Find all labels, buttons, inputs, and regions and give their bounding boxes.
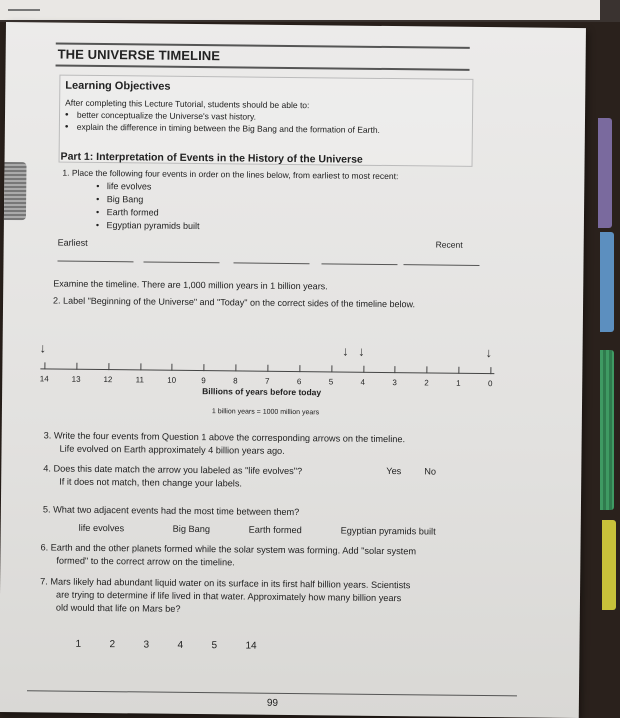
- timeline-tick: [395, 366, 396, 373]
- question-6: 6. Earth and the other planets formed while the solar system was forming. Add "solar system formed" to the correct arrow on the timeline.: [40, 542, 417, 568]
- answer-blank-3[interactable]: [233, 262, 309, 264]
- timeline-axis-title: Billions of years before today: [202, 386, 322, 398]
- timeline-tick-label: 11: [135, 375, 145, 385]
- learning-objectives-intro: After completing this Lecture Tutorial, students should be able to:: [65, 97, 310, 111]
- answer-blank-2[interactable]: [143, 261, 219, 263]
- timeline-tick-label: 2: [424, 378, 429, 388]
- timeline-tick-label: 9: [201, 376, 206, 386]
- bullet-icon: •: [64, 121, 77, 133]
- choice-life-evolves[interactable]: life evolves: [78, 522, 125, 534]
- timeline-tick-label: 10: [167, 375, 177, 385]
- timeline-arrow-icon: ↓: [358, 343, 365, 359]
- top-sheet-edge: [0, 0, 600, 20]
- event-item: • life evolves: [96, 180, 152, 192]
- mars-choice[interactable]: 1: [75, 638, 82, 650]
- recent-label: Recent: [435, 239, 463, 250]
- mars-choice[interactable]: 14: [245, 640, 257, 652]
- worksheet-page: [0, 22, 586, 718]
- binder-tab-green: [600, 350, 614, 510]
- timeline-conversion-note: 1 billion years = 1000 million years: [211, 408, 320, 417]
- timeline-tick: [427, 366, 428, 373]
- mars-choice[interactable]: 3: [143, 639, 150, 651]
- timeline-tick: [235, 364, 236, 371]
- timeline-tick: [172, 364, 173, 371]
- choice-big-bang[interactable]: Big Bang: [172, 523, 211, 535]
- timeline-arrow-icon: ↓: [39, 340, 47, 356]
- mars-choice[interactable]: 4: [177, 639, 184, 651]
- bullet-icon: •: [95, 219, 107, 231]
- timeline-tick: [331, 365, 332, 372]
- timeline-tick: [44, 362, 45, 369]
- timeline-tick-label: 8: [233, 376, 238, 386]
- timeline-tick-label: 12: [103, 375, 113, 385]
- timeline-tick-label: 5: [328, 377, 334, 387]
- question-1: 1. Place the following four events in order on the lines below, from earliest to most recent:: [62, 167, 399, 182]
- top-sheet-mark: [8, 9, 40, 11]
- binder-tab-purple: [598, 118, 612, 228]
- timeline-tick: [76, 363, 77, 370]
- timeline-tick-label: 0: [487, 379, 493, 389]
- mars-choice[interactable]: 2: [109, 639, 116, 651]
- question-2: 2. Label "Beginning of the Universe" and "Today" on the correct sides of the timeline below.: [53, 295, 416, 310]
- question-5: 5. What two adjacent events had the most time between them?: [42, 504, 300, 518]
- event-item: • Egyptian pyramids built: [95, 219, 200, 232]
- objective-item: • explain the difference in timing between the Big Bang and the formation of Earth.: [64, 121, 380, 135]
- binder-tab-blue: [600, 232, 614, 332]
- title-rule-bottom: [56, 65, 470, 71]
- binder-tab-yellow: [602, 520, 616, 610]
- timeline-tick: [458, 367, 459, 374]
- event-item: • Earth formed: [95, 206, 159, 218]
- question-7: 7. Mars likely had abundant liquid water on its surface in its first half billion years. Scientists are trying to determine if life lived in that water. Approximately how many billion years old would that life on Mars be?: [40, 576, 411, 614]
- timeline-tick: [267, 365, 268, 372]
- page-title: THE UNIVERSE TIMELINE: [57, 46, 221, 64]
- timeline-tick: [108, 363, 109, 370]
- choice-earth-formed[interactable]: Earth formed: [248, 524, 302, 536]
- question-3: 3. Write the four events from Question 1 above the corresponding arrows on the timeline. Life evolved on Earth approximately 4 billion years ago.: [43, 430, 406, 456]
- yes-option[interactable]: Yes: [386, 466, 402, 477]
- timeline-tick-label: 14: [39, 374, 49, 384]
- timeline-arrow-icon: ↓: [342, 343, 349, 359]
- timeline-tick-label: 6: [296, 377, 302, 387]
- answer-blank-1[interactable]: [57, 261, 133, 263]
- timeline-tick: [490, 367, 491, 374]
- binder-clip: [4, 162, 27, 220]
- timeline-tick: [140, 363, 141, 370]
- page-number: 99: [266, 697, 279, 709]
- timeline-arrow-icon: ↓: [485, 345, 493, 361]
- no-option[interactable]: No: [424, 466, 437, 477]
- bullet-icon: •: [96, 193, 107, 205]
- event-item: • Big Bang: [96, 193, 144, 205]
- timeline-tick: [204, 364, 205, 371]
- bullet-icon: •: [95, 206, 107, 218]
- timeline-tick-label: 13: [71, 374, 81, 384]
- choice-egyptian-pyramids[interactable]: Egyptian pyramids built: [340, 525, 436, 537]
- part1-heading: Part 1: Interpretation of Events in the History of the Universe: [60, 150, 363, 166]
- learning-objectives-heading: Learning Objectives: [65, 79, 171, 93]
- bullet-icon: •: [64, 109, 77, 121]
- timeline-tick-label: 4: [360, 377, 366, 387]
- timeline-tick-label: 3: [392, 378, 397, 388]
- mars-choice[interactable]: 5: [211, 640, 218, 652]
- examine-text: Examine the timeline. There are 1,000 million years in 1 billion years.: [53, 278, 328, 292]
- timeline-tick: [363, 366, 364, 373]
- answer-blank-4[interactable]: [321, 263, 397, 265]
- timeline-tick-label: 7: [264, 376, 270, 386]
- objective-item: • better conceptualize the Universe's vast history.: [64, 109, 257, 122]
- footer-rule: [27, 690, 517, 696]
- answer-blank-5[interactable]: [403, 264, 479, 266]
- earliest-label: Earliest: [57, 237, 88, 248]
- question-4: 4. Does this date match the arrow you labeled as "life evolves"? If it does not match, then change your labels.: [43, 463, 303, 489]
- timeline-tick-label: 1: [456, 378, 461, 388]
- timeline-tick: [299, 365, 300, 372]
- bullet-icon: •: [96, 180, 107, 192]
